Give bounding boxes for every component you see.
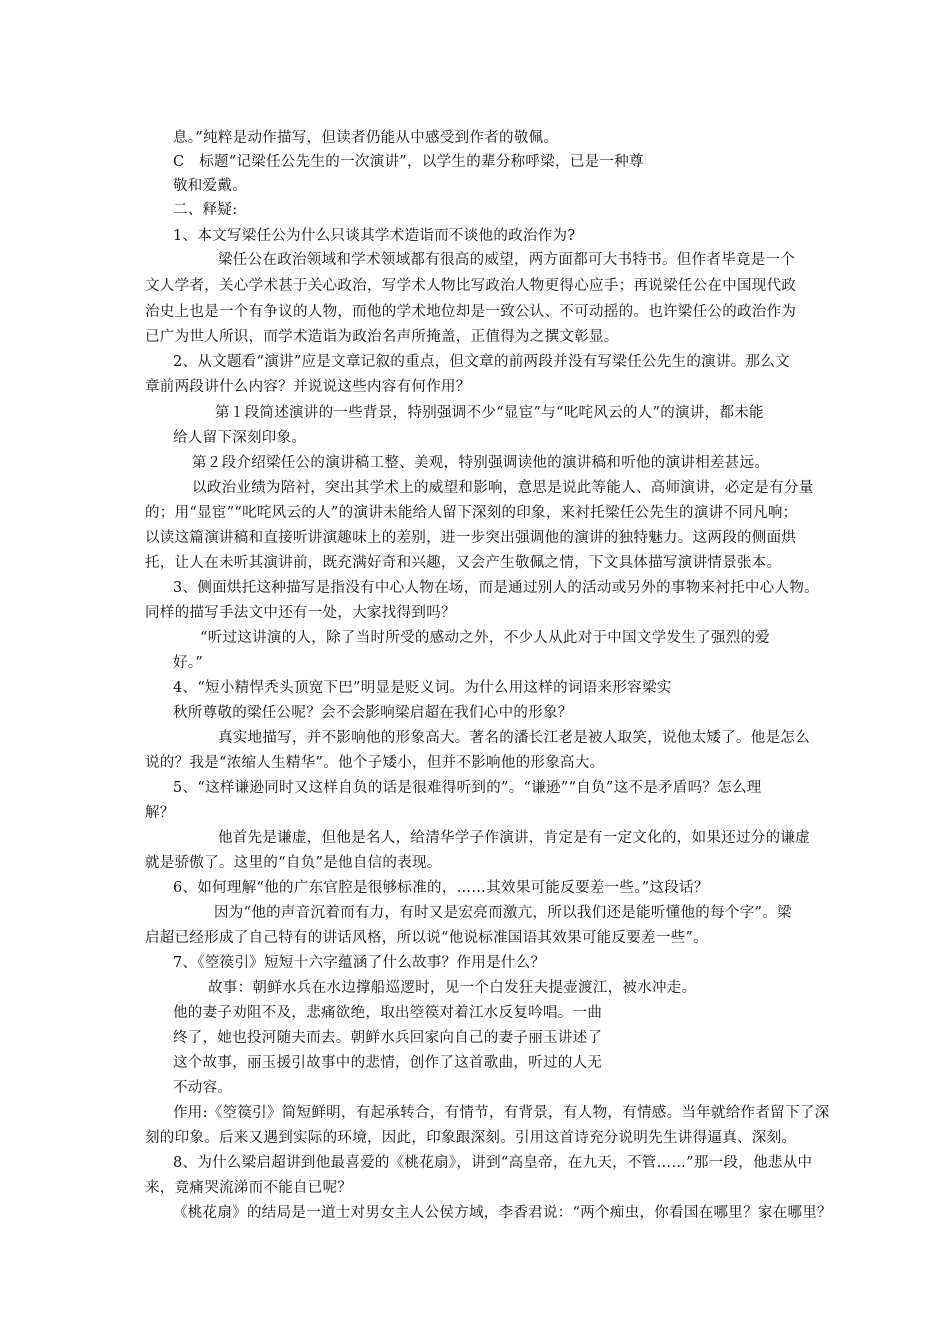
quote-line: “听过这讲演的人，除了当时所受的感动之外，不少人从此对于中国文学发生了强烈的爱 — [200, 630, 771, 646]
text-line: 作用:《箜篌引》简短鲜明，有起承转合，有情节，有背景，有人物，有情感。当年就给作者留下了深 — [173, 1105, 830, 1121]
question-heading: 1、本文写梁任公为什么只谈其学术造诣而不谈他的政治作为? — [173, 228, 576, 244]
text-line: 《桃花扇》的结局是一道士对男女主人公侯方域，李香君说：“两个痴虫，你看国在哪里？家在哪里？ — [173, 1205, 832, 1221]
question-heading: 2、从文题看“演讲”应是文章记叙的重点，但文章的前两段并没有写梁任公先生的演讲。那么文 — [173, 354, 790, 370]
question-heading: 6、如何理解“他的广东官腔是很够标准的，……其效果可能反要差一些。”这段话？ — [173, 880, 709, 896]
text-line: 说的？我是“浓缩人生精华”。他个子矮小，但并不影响他的形象高大。 — [145, 755, 605, 771]
text-line: 已广为世人所识，而学术造诣为政治名声所掩盖，正值得为之撰文彰显。 — [145, 329, 619, 345]
text-line: 以读这篇演讲稿和直接听讲演趣味上的差别，进一步突出强调他的演讲的独特魅力。这两段的侧面烘 — [145, 530, 797, 546]
text-line: 他的妻子劝阻不及，悲痛欲绝，取出箜篌对着江水反复吟唱。一曲 — [173, 1005, 603, 1021]
text-line: 第２段介绍梁任公的演讲稿工整、美观，特别强调读他的演讲稿和听他的演讲相差甚远。 — [192, 455, 770, 471]
text-line: 敬和爱戴。 — [173, 178, 247, 194]
quote-line: 好。” — [173, 655, 204, 671]
text-line: 故事：朝鲜水兵在水边撑船巡逻时，见一个白发狂夫提壶渡江，被水冲走。 — [208, 980, 697, 996]
text-line: 终了，她也投河随夫而去。朝鲜水兵回家向自己的妻子丽玉讲述了 — [173, 1030, 603, 1046]
text-line: 给人留下深刻印象。 — [173, 430, 307, 446]
section-heading: 二、释疑: — [173, 202, 238, 218]
text-line: 他首先是谦虚，但他是名人，给清华学子作演讲，肯定是有一定文化的，如果还过分的谦虚 — [218, 830, 810, 846]
text-line: 同样的描写手法文中还有一处，大家找得到吗？ — [145, 605, 456, 621]
text-line: 梁任公在政治领域和学术领域都有很高的威望，两方面都可大书特书。但作者毕竟是一个 — [218, 252, 796, 268]
question-heading: 8、为什么梁启超讲到他最喜爱的《桃花扇》，讲到“高皇帝，在九天，不管……”那一段，他悲从中 — [173, 1155, 813, 1171]
text-line: 秋所尊敬的梁任公呢？会不会影响梁启超在我们心中的形象？ — [173, 705, 573, 721]
question-heading: 5、“这样谦逊同时又这样自负的话是很难得听到的”。“谦逊”“自负”这不是矛盾吗？怎么理 — [173, 780, 762, 796]
question-heading: 3、侧面烘托这种描写是指没有中心人物在场，而是通过别人的活动或另外的事物来衬托中心人物。 — [173, 580, 819, 596]
text-line: 不动容。 — [173, 1080, 233, 1096]
text-line: 托，让人在未听其演讲前，既充满好奇和兴趣，又会产生敬佩之情，下文具体描写演讲情景张本。 — [145, 555, 782, 571]
question-heading: 7、《箜篌引》短短十六字蕴涵了什么故事？作用是什么？ — [173, 955, 546, 971]
text-line: 文人学者，关心学术甚于关心政治，写学术人物比写政治人物更得心应手；再说梁任公在中国现代政 — [145, 278, 797, 294]
text-line: 息。”纯粹是动作描写，但读者仍能从中感受到作者的敬佩。 — [173, 130, 559, 146]
text-line: 这个故事，丽玉援引故事中的悲情，创作了这首歌曲，听过的人无 — [173, 1055, 603, 1071]
text-line: 的；用“显宦”“叱咤风云的人”的演讲未能给人留下深刻的印象，来衬托梁任公先生的演讲不同凡响； — [145, 505, 798, 521]
text-line: C 标题“记梁任公先生的一次演讲”，以学生的辈分称呼梁，已是一种尊 — [173, 154, 644, 170]
text-line: 就是骄傲了。这里的“自负”是他自信的表现。 — [145, 855, 442, 871]
text-line: 刻的印象。后来又遇到实际的环境，因此，印象跟深刻。引用这首诗充分说明先生讲得逼真、深刻。 — [145, 1130, 797, 1146]
text-line: 章前两段讲什么内容？并说说这些内容有何作用？ — [145, 379, 471, 395]
text-line: 以政治业绩为陪衬，突出其学术上的威望和影响，意思是说此等能人、高师演讲，必定是有分量 — [192, 480, 814, 496]
text-line: 真实地描写，并不影响他的形象高大。著名的潘长江老是被人取笑，说他太矮了。他是怎么 — [218, 730, 810, 746]
text-line: 因为“他的声音沉着而有力，有时又是宏亮而激亢，所以我们还是能听懂他的每个字”。梁 — [214, 905, 792, 921]
text-line: 第１段简述演讲的一些背景，特别强调不少“显宦”与“叱咤风云的人”的演讲，都未能 — [215, 405, 764, 421]
text-line: 解？ — [145, 805, 175, 821]
text-line: 启超已经形成了自己特有的讲话风格，所以说“他说标准国语其效果可能反要差一些”。 — [145, 930, 709, 946]
question-heading: 4、“短小精悍秃头顶宽下巴”明显是贬义词。为什么用这样的词语来形容梁实 — [173, 680, 672, 696]
text-line: 来，竟痛哭流涕而不能自已呢？ — [145, 1180, 353, 1196]
text-line: 治史上也是一个有争议的人物，而他的学术地位却是一致公认、不可动摇的。也许梁任公的政治作为 — [145, 304, 797, 320]
